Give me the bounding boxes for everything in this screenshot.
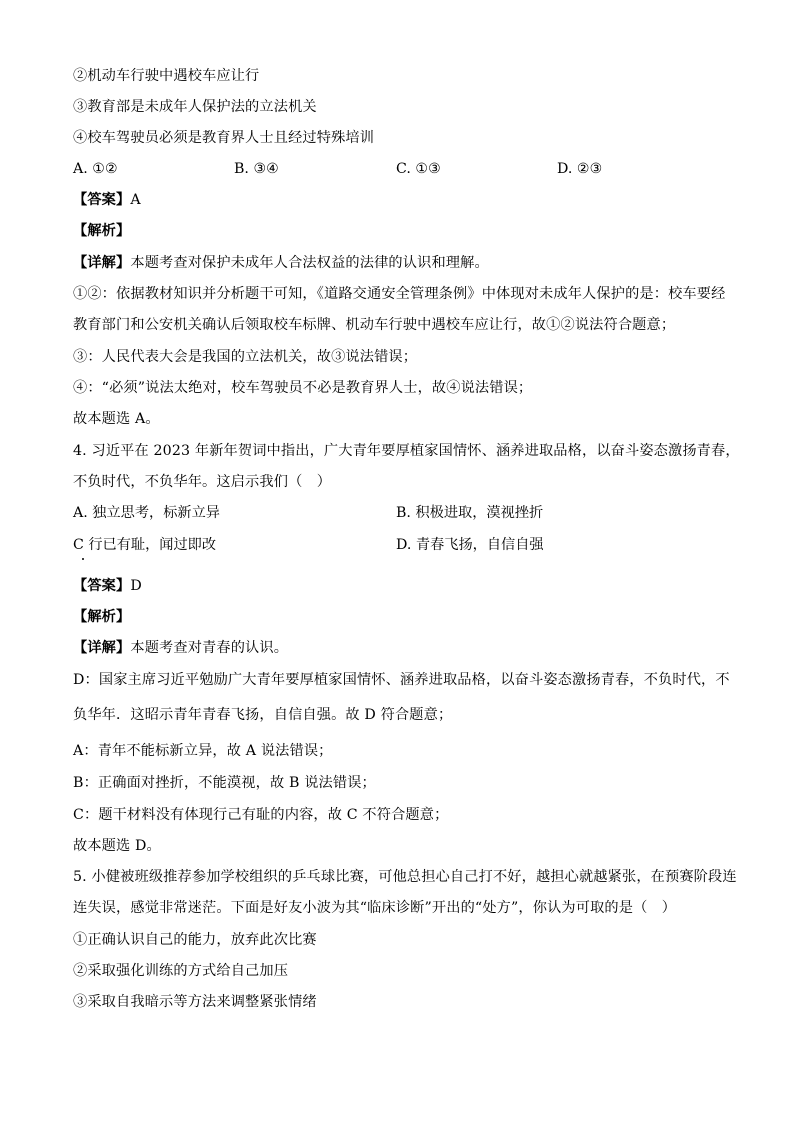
answer-value: D	[130, 578, 142, 594]
q5-item-2: ②采取强化训练的方式给自己加压	[73, 963, 289, 979]
detail-tag: 【详解】	[73, 255, 131, 271]
q3-analysis-line: ①②：依据教材知识并分析题干可知，《道路交通安全管理条例》中体现对未成年人保护的是：校车要经	[73, 286, 726, 302]
q3-item-2: ②机动车行驶中遇校车应让行	[73, 68, 260, 84]
q3-analysis-line: ③：人民代表大会是我国的立法机关，故③说法错误；	[73, 349, 418, 365]
q3-option-d: D. ②③	[557, 161, 603, 177]
q3-answer	[73, 190, 141, 210]
q3-analysis-line: 教育部门和公安机关确认后领取校车标牌、机动车行驶中遇校车应让行，故①②说法符合题意；	[73, 317, 676, 333]
q3-analysis-tag: 【解析】	[73, 223, 131, 239]
q3-option-b: B. ③④	[234, 161, 279, 177]
q4-analysis-line: 负华年．这昭示青年青春飞扬，自信自强。故 D 符合题意；	[73, 707, 453, 723]
q3-item-4: ④校车驾驶员必须是教育界人士且经过特殊培训	[73, 130, 375, 146]
detail-text: 本题考查对青春的认识。	[130, 640, 289, 656]
q4-option-a: A. 独立思考，标新立异	[73, 505, 220, 521]
stray-dot	[82, 558, 84, 560]
q4-analysis-line: C：题干材料没有体现行己有耻的内容，故 C 不符合题意；	[73, 807, 449, 823]
detail-tag: 【详解】	[73, 640, 131, 656]
q4-conclusion: 故本题选 D。	[73, 838, 161, 854]
q4-detail	[73, 638, 288, 658]
answer-tag: 【答案】	[73, 578, 131, 594]
q4-analysis-line: D：国家主席习近平勉励广大青年要厚植家国情怀、涵养进取品格，以奋斗姿态激扬青春，不负时代，不	[73, 672, 730, 688]
q4-option-c: C 行已有耻，闻过即改	[73, 537, 217, 553]
q4-option-b: B. 积极进取，漠视挫折	[396, 505, 544, 521]
q4-option-d: D. 青春飞扬，自信自强	[396, 537, 544, 553]
q3-option-c: C. ①③	[396, 161, 441, 177]
q4-analysis-tag: 【解析】	[73, 609, 131, 625]
q4-answer	[73, 576, 142, 596]
answer-value: A	[130, 192, 141, 208]
q4-stem-line: 4. 习近平在 2023 年新年贺词中指出，广大青年要厚植家国情怀、涵养进取品格，以奋斗姿态激扬青春，	[73, 443, 740, 459]
q4-analysis-line: B：正确面对挫折，不能漠视，故 B 说法错误；	[73, 775, 376, 791]
q5-stem-line: 连失误，感觉非常迷茫。下面是好友小波为其“临床诊断”开出的“处方”，你认为可取的是（ ）	[73, 900, 677, 916]
q3-option-a: A. ①②	[73, 161, 118, 177]
q5-stem-line: 5. 小健被班级推荐参加学校组织的乒乓球比赛，可他总担心自己打不好，越担心就越紧张，在预赛阶段连	[73, 869, 737, 885]
answer-tag: 【答案】	[73, 192, 131, 208]
q5-item-1: ①正确认识自己的能力，放弃此次比赛	[73, 932, 317, 948]
q3-item-3: ③教育部是未成年人保护法的立法机关	[73, 99, 317, 115]
q5-item-3: ③采取自我暗示等方法来调整紧张情绪	[73, 994, 317, 1010]
q4-stem-line: 不负时代，不负华年。这启示我们（ ）	[73, 474, 332, 490]
q3-analysis-line: ④：“必须”说法太绝对，校车驾驶员不必是教育界人士，故④说法错误；	[73, 380, 533, 396]
detail-text: 本题考查对保护未成年人合法权益的法律的认识和理解。	[130, 255, 489, 271]
q4-analysis-line: A：青年不能标新立异，故 A 说法错误；	[73, 743, 333, 759]
q3-conclusion: 故本题选 A。	[73, 411, 160, 427]
q3-detail	[73, 253, 489, 273]
